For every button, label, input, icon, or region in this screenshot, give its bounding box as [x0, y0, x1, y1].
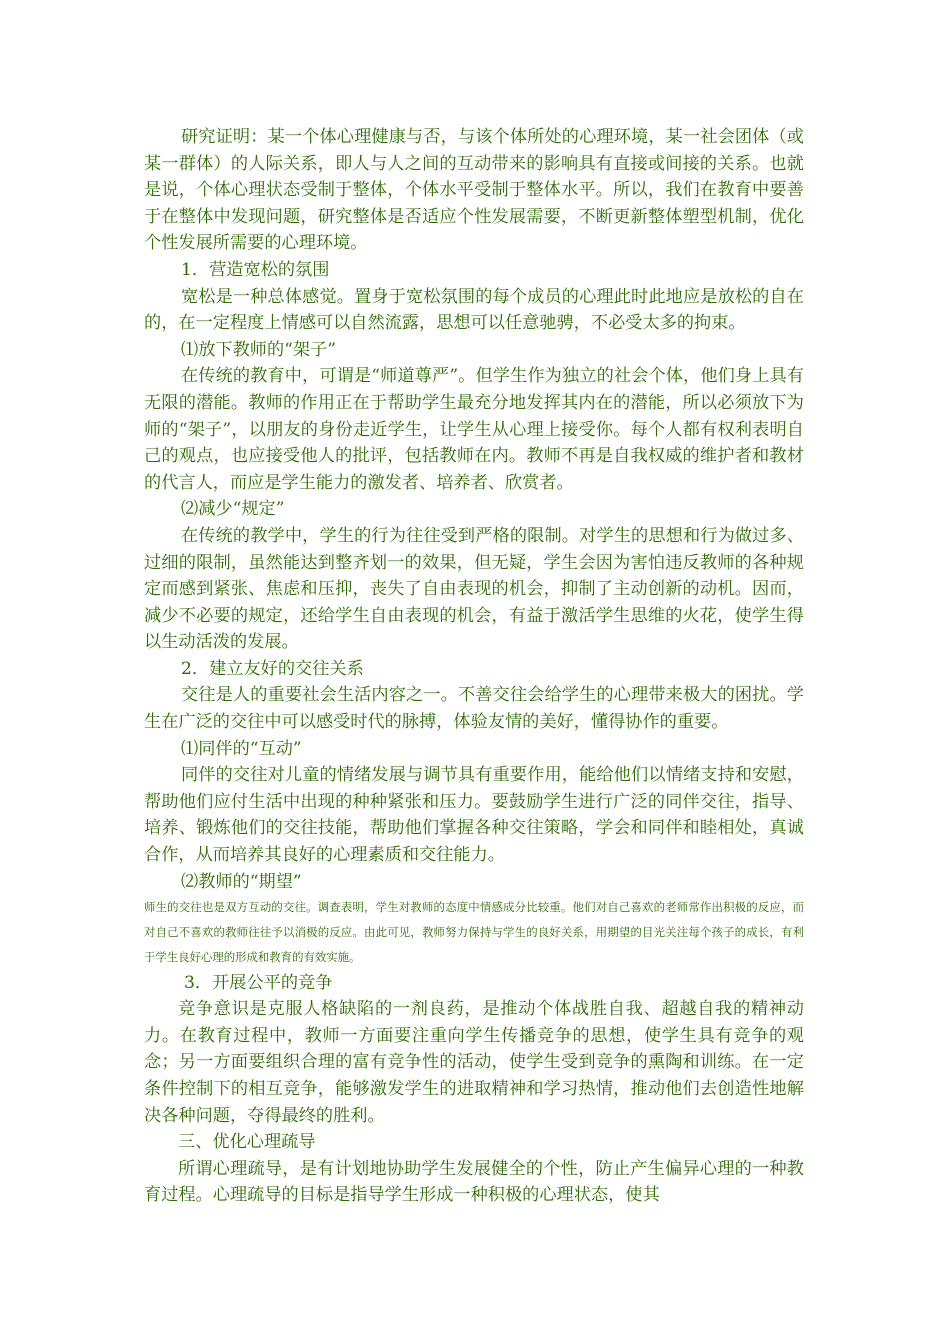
heading-1: 1．营造宽松的氛围: [181, 259, 330, 280]
paragraph-1-1: 在传统的教育中，可谓是“师道尊严”。但学生作为独立的社会个体，他们身上具有无限的潜能。教师的作用正在于帮助学生最充分地发挥其内在的潜能，所以必须放下为师的“架子”，以朋友的身份走近学生，让学生从心理上接受你。每个人都有权利表明自己的观点，也应接受他人的批评，包括教师在内。教师不再是自我权威的维护者和教材的代言人，而应是学生能力的激发者、培养者、欣赏者。: [144, 366, 804, 493]
document-body: [144, 124, 804, 1209]
paragraph-2-1: 同伴的交往对儿童的情绪发展与调节具有重要作用，能给他们以情绪支持和安慰，帮助他们应付生活中出现的种种紧张和压力。要鼓励学生进行广泛的同伴交往，指导、培养、锻炼他们的交往技能，帮助他们掌握各种交往策略，学会和同伴和睦相处，真诚合作，从而培养其良好的心理素质和交往能力。: [144, 765, 804, 866]
subheading-1-1: ⑴放下教师的“架子”: [181, 339, 337, 360]
heading-2: 2．建立友好的交往关系: [181, 658, 364, 679]
paragraph-2-2-small: 师生的交往也是双方互动的交往。调查表明，学生对教师的态度中情感成分比较重。他们对自己喜欢的老师常作出积极的反应，而对自己不喜欢的教师往往予以消极的反应。由此可见，教师努力保持与学生的良好关系，用期望的目光关注每个孩子的成长，有利于学生良好心理的形成和教育的有效实施。: [144, 900, 804, 964]
paragraph-2: 交往是人的重要社会生活内容之一。不善交往会给学生的心理带来极大的困扰。学生在广泛的交往中可以感受时代的脉搏，体验友情的美好，懂得协作的重要。: [144, 685, 804, 733]
section-heading-3: 三、优化心理疏导: [178, 1132, 316, 1153]
subheading-2-2: ⑵教师的“期望”: [181, 871, 302, 892]
paragraph-1-2: 在传统的教学中，学生的行为往往受到严格的限制。对学生的思想和行为做过多、过细的限制，虽然能达到整齐划一的效果，但无疑，学生会因为害怕违反教师的各种规定而感到紧张、焦虑和压抑，丧失了自由表现的机会，抑制了主动创新的动机。因而，减少不必要的规定，还给学生自由表现的机会，有益于激活学生思维的火花，使学生得以生动活泼的发展。: [144, 525, 804, 653]
paragraph-intro: 研究证明：某一个体心理健康与否，与该个体所处的心理环境，某一社会团体（或某一群体）的人际关系，即人与人之间的互动带来的影响具有直接或间接的关系。也就是说，个体心理状态受制于整体，个体水平受制于整体水平。所以，我们在教育中要善于在整体中发现问题，研究整体是否适应个性发展需要，不断更新整体塑型机制，优化个性发展所需要的心理环境。: [144, 127, 804, 254]
paragraph-1: 宽松是一种总体感觉。置身于宽松氛围的每个成员的心理此时此地应是放松的自在的，在一定程度上情感可以自然流露，思想可以任意驰骋，不必受太多的拘束。: [144, 286, 804, 334]
paragraph-3: 竞争意识是克服人格缺陷的一剂良药，是推动个体战胜自我、超越自我的精神动力。在教育过程中，教师一方面要注重向学生传播竞争的思想，使学生具有竞争的观念；另一方面要组织合理的富有竞争性的活动，使学生受到竞争的熏陶和训练。在一定条件控制下的相互竞争，能够激发学生的进取精神和学习热情，推动他们去创造性地解决各种问题，夺得最终的胜利。: [144, 999, 804, 1126]
paragraph-section-3: 所谓心理疏导，是有计划地协助学生发展健全的个性，防止产生偏异心理的一种教育过程。心理疏导的目标是指导学生形成一种积极的心理状态，使其: [144, 1158, 804, 1206]
subheading-1-2: ⑵减少“规定”: [181, 499, 285, 520]
heading-3: 3．开展公平的竞争: [184, 972, 333, 993]
subheading-2-1: ⑴同伴的“互动”: [181, 738, 302, 759]
